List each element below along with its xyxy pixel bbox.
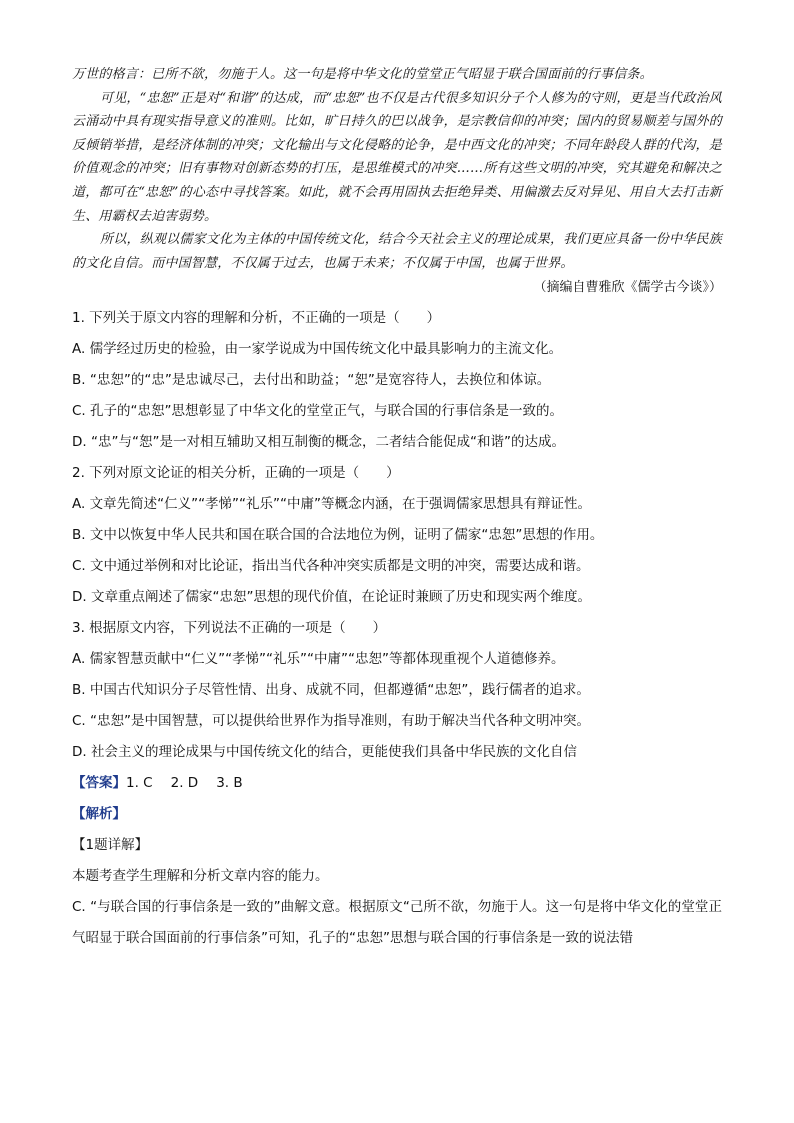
answer-tag: 【答案】 — [72, 775, 126, 792]
question-1-option-c: C. 孔子的“忠恕”思想彰显了中华文化的堂堂正气，与联合国的行事信条是一致的。 — [72, 403, 563, 420]
question-3-option-b: B. 中国古代知识分子尽管性情、出身、成就不同，但都遵循“忠恕”，践行儒者的追求。 — [72, 682, 590, 699]
passage-paragraph-1: 可见，“忠恕”正是对“和谐”的达成，而“忠恕”也不仅是古代很多知识分子个人修为的守则，更是当代政治风云涌动中具有现实指导意义的准则。比如，旷日持久的巴以战争，是宗教信仰的冲突；国内的贸易顺差与国外的反倾销举措，是经济体制的冲突；文化输出与文化侵略的论争，是中西文化的冲突；不同年龄段人群的代沟，是价值观念的冲突；旧有事物对创新态势的打压，是思维模式的冲突……所有这些文明的冲突，究其避免和解决之道，都可在“忠恕”的心态中寻找答案。如此，就不会再用固执去拒绝异类、用偏激去反对异见、用自大去打击新生、用霸权去迫害弱势。 — [72, 90, 722, 224]
question-1-option-a: A. 儒学经过历史的检验，由一家学说成为中国传统文化中最具影响力的主流文化。 — [72, 341, 563, 358]
question-2-option-d: D. 文章重点阐述了儒家“忠恕”思想的现代价值，在论证时兼顾了历史和现实两个维度。 — [72, 589, 591, 606]
question-3-option-a: A. 儒家智慧贡献中“仁义”“孝悌”“礼乐”“中庸”“忠恕”等都体现重视个人道德修养。 — [72, 651, 565, 668]
answer-1: 1. C — [126, 775, 153, 792]
question-3-stem: 3. 根据原文内容，下列说法不正确的一项是（ ） — [72, 620, 387, 637]
question-1-option-b: B. “忠恕”的“忠”是忠诚尽己，去付出和助益；“恕”是宽容待人，去换位和体谅。 — [72, 372, 551, 389]
question-1-option-d: D. “忠”与“恕”是一对相互辅助又相互制衡的概念，二者结合能促成“和谐”的达成。 — [72, 434, 565, 451]
content-area — [72, 63, 722, 954]
question-2-stem: 2. 下列对原文论证的相关分析，正确的一项是（ ） — [72, 465, 400, 482]
analysis-section — [72, 799, 722, 954]
analysis-line-1: 本题考查学生理解和分析文章内容的能力。 — [72, 868, 329, 885]
analysis-tag: 【解析】 — [72, 806, 126, 823]
answer-3: 3. B — [216, 775, 243, 792]
analysis-sub-heading: 【1题详解】 — [72, 837, 149, 854]
passage-paragraph-0: 万世的格言：已所不欲，勿施于人。这一句是将中华文化的堂堂正气昭显于联合国面前的行事信条。 — [72, 67, 653, 82]
answer-line — [72, 768, 722, 799]
reading-passage — [72, 63, 722, 275]
question-2-option-a: A. 文章先简述“仁义”“孝悌”“礼乐”“中庸”等概念内涵，在于强调儒家思想具有辩证性。 — [72, 496, 592, 513]
question-2-option-b: B. 文中以恢复中华人民共和国在联合国的合法地位为例，证明了儒家“忠恕”思想的作用。 — [72, 527, 604, 544]
passage-paragraph-2: 所以，纵观以儒家文化为主体的中国传统文化，结合今天社会主义的理论成果，我们更应具备一份中华民族的文化自信。而中国智慧，不仅属于过去，也属于未来；不仅属于中国，也属于世界。 — [72, 232, 722, 271]
answer-2: 2. D — [170, 775, 199, 792]
question-list — [72, 303, 722, 799]
analysis-line-2: C. “与联合国的行事信条是一致的”曲解文意。根据原文“己所不欲，勿施于人。这一句是将中华文化的堂堂正气昭显于联合国面前的行事信条”可知，孔子的“忠恕”思想与联合国的行事信条是一致的说法错 — [72, 899, 722, 947]
passage-source: （摘编自曹雅欣《儒学古今谈》） — [533, 280, 722, 296]
question-2-option-c: C. 文中通过举例和对比论证，指出当代各种冲突实质都是文明的冲突，需要达成和谐。 — [72, 558, 590, 575]
question-1-stem: 1. 下列关于原文内容的理解和分析，不正确的一项是（ ） — [72, 310, 441, 327]
question-3-option-d: D. 社会主义的理论成果与中国传统文化的结合，更能使我们具备中华民族的文化自信 — [72, 744, 577, 761]
question-3-option-c: C. “忠恕”是中国智慧，可以提供给世界作为指导准则，有助于解决当代各种文明冲突。 — [72, 713, 590, 730]
